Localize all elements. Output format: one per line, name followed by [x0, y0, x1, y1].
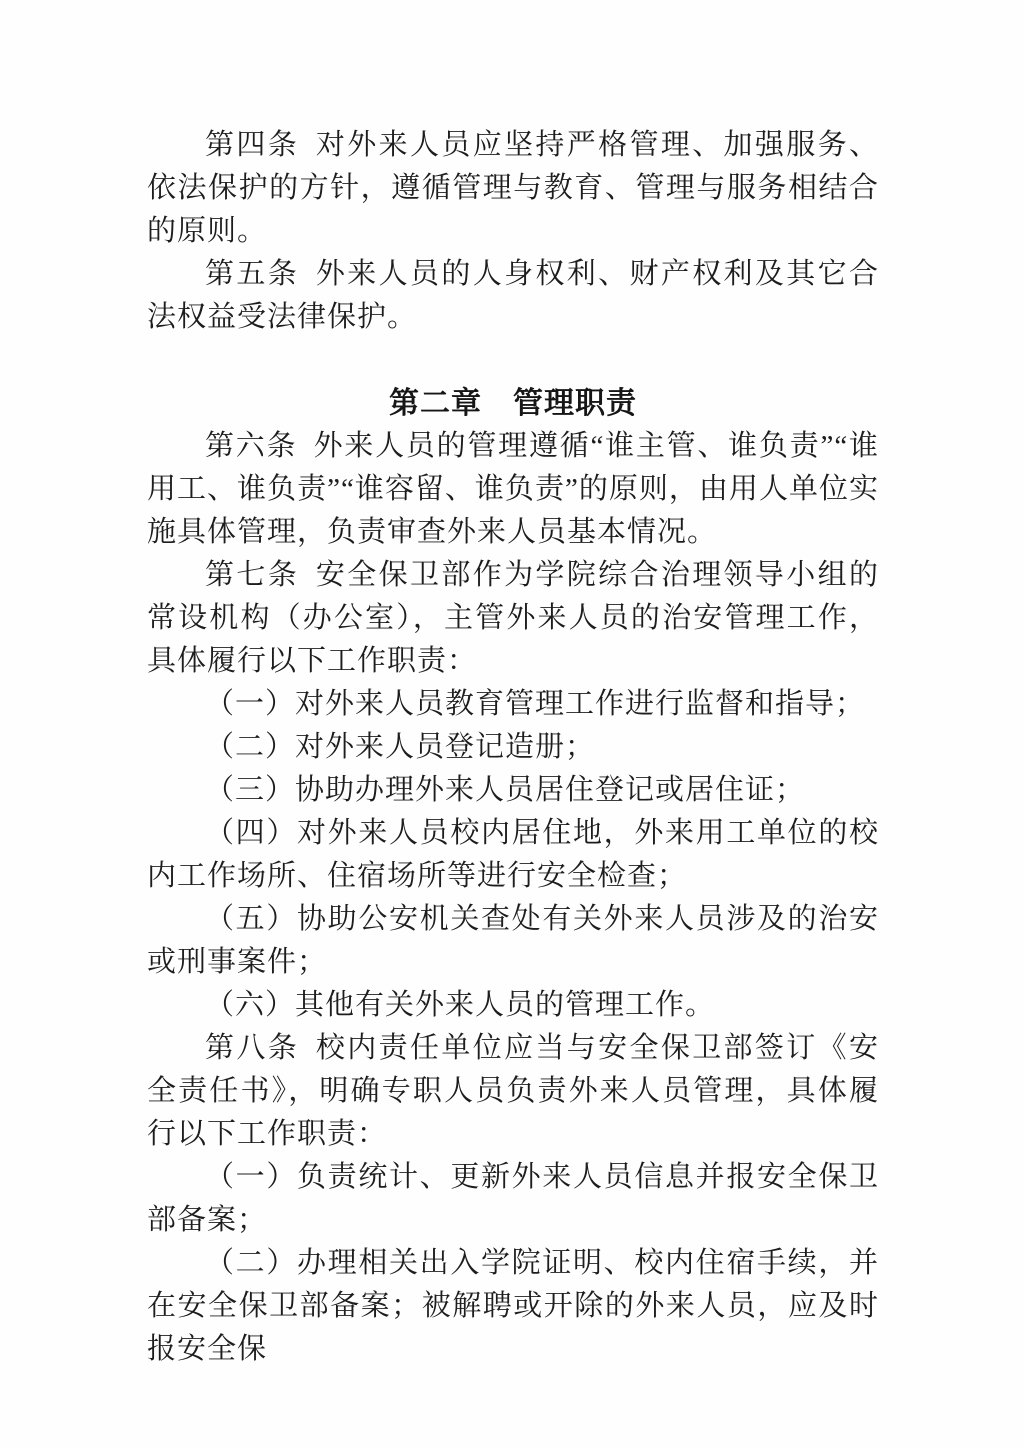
paragraph-article-7: 第七条 安全保卫部作为学院综合治理领导小组的常设机构（办公室），主管外来人员的治安管理工作，具体履行以下工作职责： [147, 559, 879, 677]
chapter-heading: 第二章 管理职责 [389, 387, 637, 420]
paragraph-article-8: 第八条 校内责任单位应当与安全保卫部签订《安全责任书》，明确专职人员负责外来人员管理，具体履行以下工作职责： [147, 1032, 879, 1150]
document-text-block [147, 124, 879, 1371]
paragraph-article-5: 第五条 外来人员的人身权利、财产权利及其它合法权益受法律保护。 [147, 258, 879, 333]
clause-item-8-2: （二）办理相关出入学院证明、校内住宿手续，并在安全保卫部备案；被解聘或开除的外来人员，应及时报安全保 [147, 1247, 879, 1365]
paragraph-article-6: 第六条 外来人员的管理遵循“谁主管、谁负责”“谁用工、谁负责”“谁容留、谁负责”的原则，由用人单位实施具体管理，负责审查外来人员基本情况。 [147, 430, 879, 548]
clause-item-8-1: （一）负责统计、更新外来人员信息并报安全保卫部备案； [147, 1161, 879, 1236]
clause-item-6: （六）其他有关外来人员的管理工作。 [205, 989, 716, 1021]
paragraph-article-4: 第四条 对外来人员应坚持严格管理、加强服务、依法保护的方针，遵循管理与教育、管理与服务相结合的原则。 [147, 129, 879, 247]
clause-item-2: （二）对外来人员登记造册； [205, 731, 596, 763]
clause-item-5: （五）协助公安机关查处有关外来人员涉及的治安或刑事案件； [147, 903, 879, 978]
clause-item-4: （四）对外来人员校内居住地，外来用工单位的校内工作场所、住宿场所等进行安全检查； [147, 817, 879, 892]
clause-item-1: （一）对外来人员教育管理工作进行监督和指导； [205, 688, 866, 720]
clause-item-3: （三）协助办理外来人员居住登记或居住证； [205, 774, 806, 806]
